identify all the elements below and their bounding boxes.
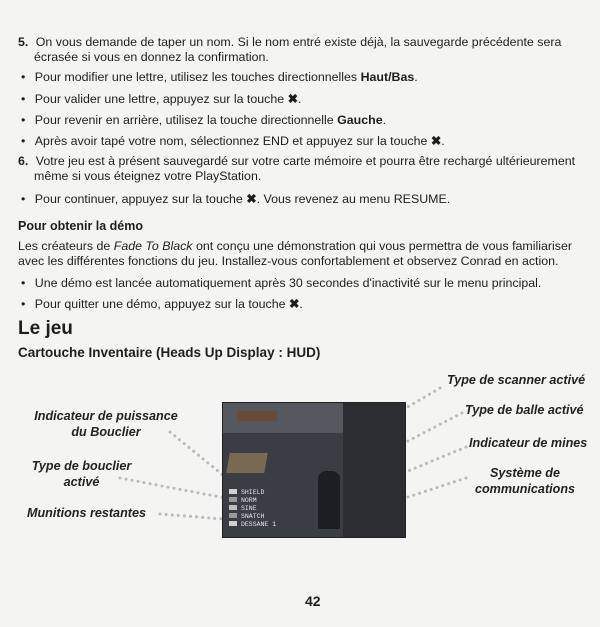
shield-icon xyxy=(229,489,237,494)
label-line: Indicateur de puissance xyxy=(34,409,178,423)
cross-button-icon: ✖ xyxy=(288,297,300,311)
game-title: Fade To Black xyxy=(113,239,193,253)
label-mines: Indicateur de mines xyxy=(469,436,588,450)
punct: . xyxy=(414,70,418,84)
ceiling-light xyxy=(237,411,277,421)
hud-screenshot xyxy=(222,402,406,538)
label-ammo: Munitions restantes xyxy=(27,506,146,520)
label-shield-power xyxy=(26,408,186,440)
scanner-icon xyxy=(229,497,237,502)
hud-text: SINE xyxy=(241,505,257,512)
hud-snatch-readout xyxy=(229,513,341,521)
punct: . xyxy=(299,297,303,311)
hud-ammo-readout xyxy=(229,521,341,529)
hud-overlay xyxy=(229,489,341,535)
hud-text: DESSANE 1 xyxy=(241,521,277,528)
page-number: 42 xyxy=(305,593,321,609)
ammo-icon xyxy=(229,521,237,526)
step-text: écrasée si vous en donnez la confirmation. xyxy=(34,50,269,64)
bullet-mark: • xyxy=(21,113,26,127)
crate xyxy=(226,453,268,473)
step-text: Votre jeu est à présent sauvegardé sur votre carte mémoire et pourra être rechargé ultérieurement xyxy=(35,154,576,168)
step-number: 6. xyxy=(18,154,29,168)
hud-sine-readout xyxy=(229,505,341,513)
cross-button-icon: ✖ xyxy=(246,192,257,206)
wall-panel xyxy=(343,403,405,537)
step-text: On vous demande de taper un nom. Si le nom entré existe déjà, la sauvegarde précédente sera xyxy=(35,35,562,49)
label-line: activé xyxy=(63,475,100,489)
cross-button-icon: ✖ xyxy=(287,92,298,106)
bullet-mark: • xyxy=(21,92,26,106)
hud-norm-readout xyxy=(229,497,341,505)
keyword: Haut/Bas xyxy=(360,70,415,84)
label-line: du Bouclier xyxy=(71,425,141,439)
paragraph-text: Les créateurs de xyxy=(18,239,114,253)
cross-button-icon: ✖ xyxy=(430,134,442,148)
punct: . xyxy=(297,92,302,106)
leader-comms xyxy=(402,478,466,499)
label-scanner: Type de scanner activé xyxy=(447,373,586,387)
punct: . xyxy=(441,134,445,148)
label-line: Système de xyxy=(489,466,560,480)
bullet-text: Après avoir tapé votre nom, sélectionnez END et appuyez sur la touche xyxy=(34,134,431,148)
bullet-mark: • xyxy=(21,276,26,290)
hud-text: SHIELD xyxy=(241,489,265,496)
step-number: 5. xyxy=(18,35,29,49)
bullet-text: Pour quitter une démo, appuyez sur la touche xyxy=(34,297,289,311)
paragraph-text: avec les différentes fonctions du jeu. Installez-vous confortablement et observez Conrad en action. xyxy=(18,254,559,268)
bullet-text: Pour continuer, appuyez sur la touche xyxy=(34,192,247,206)
hud-text: SNATCH xyxy=(241,513,265,520)
label-line: Type de bouclier xyxy=(31,459,132,473)
keyword: Gauche xyxy=(337,113,383,127)
label-shield-type xyxy=(24,458,139,490)
demo-heading: Pour obtenir la démo xyxy=(18,219,144,233)
bullet-mark: • xyxy=(21,297,26,311)
bullet-mark: • xyxy=(21,70,26,84)
bullet-icon xyxy=(229,505,237,510)
hud-text: NORM xyxy=(241,497,257,504)
label-comms xyxy=(470,465,580,497)
label-line: communications xyxy=(474,482,576,496)
mine-icon xyxy=(229,513,237,518)
bullet-text: Une démo est lancée automatiquement après 30 secondes d'inactivité sur le menu principal. xyxy=(34,276,542,290)
punct: . xyxy=(382,113,387,127)
bullet-text: Pour valider une lettre, appuyez sur la touche xyxy=(34,92,288,106)
bullet-mark: • xyxy=(21,134,26,148)
bullet-text: Pour modifier une lettre, utilisez les touches directionnelles xyxy=(34,70,361,84)
bullet-text: . Vous revenez au menu RESUME. xyxy=(256,192,451,206)
hud-shield-readout xyxy=(229,489,341,497)
bullet-text: Pour revenir en arrière, utilisez la touche directionnelle xyxy=(34,113,338,127)
hud-subheading: Cartouche Inventaire (Heads Up Display : HUD) xyxy=(18,345,321,360)
section-title: Le jeu xyxy=(18,318,73,339)
paragraph-text: ont conçu une démonstration qui vous permettra de vous familiariser xyxy=(192,239,572,253)
label-bullet: Type de balle activé xyxy=(465,403,584,417)
step-text: même si vous éteignez votre PlayStation. xyxy=(34,169,262,183)
bullet-mark: • xyxy=(21,192,26,206)
